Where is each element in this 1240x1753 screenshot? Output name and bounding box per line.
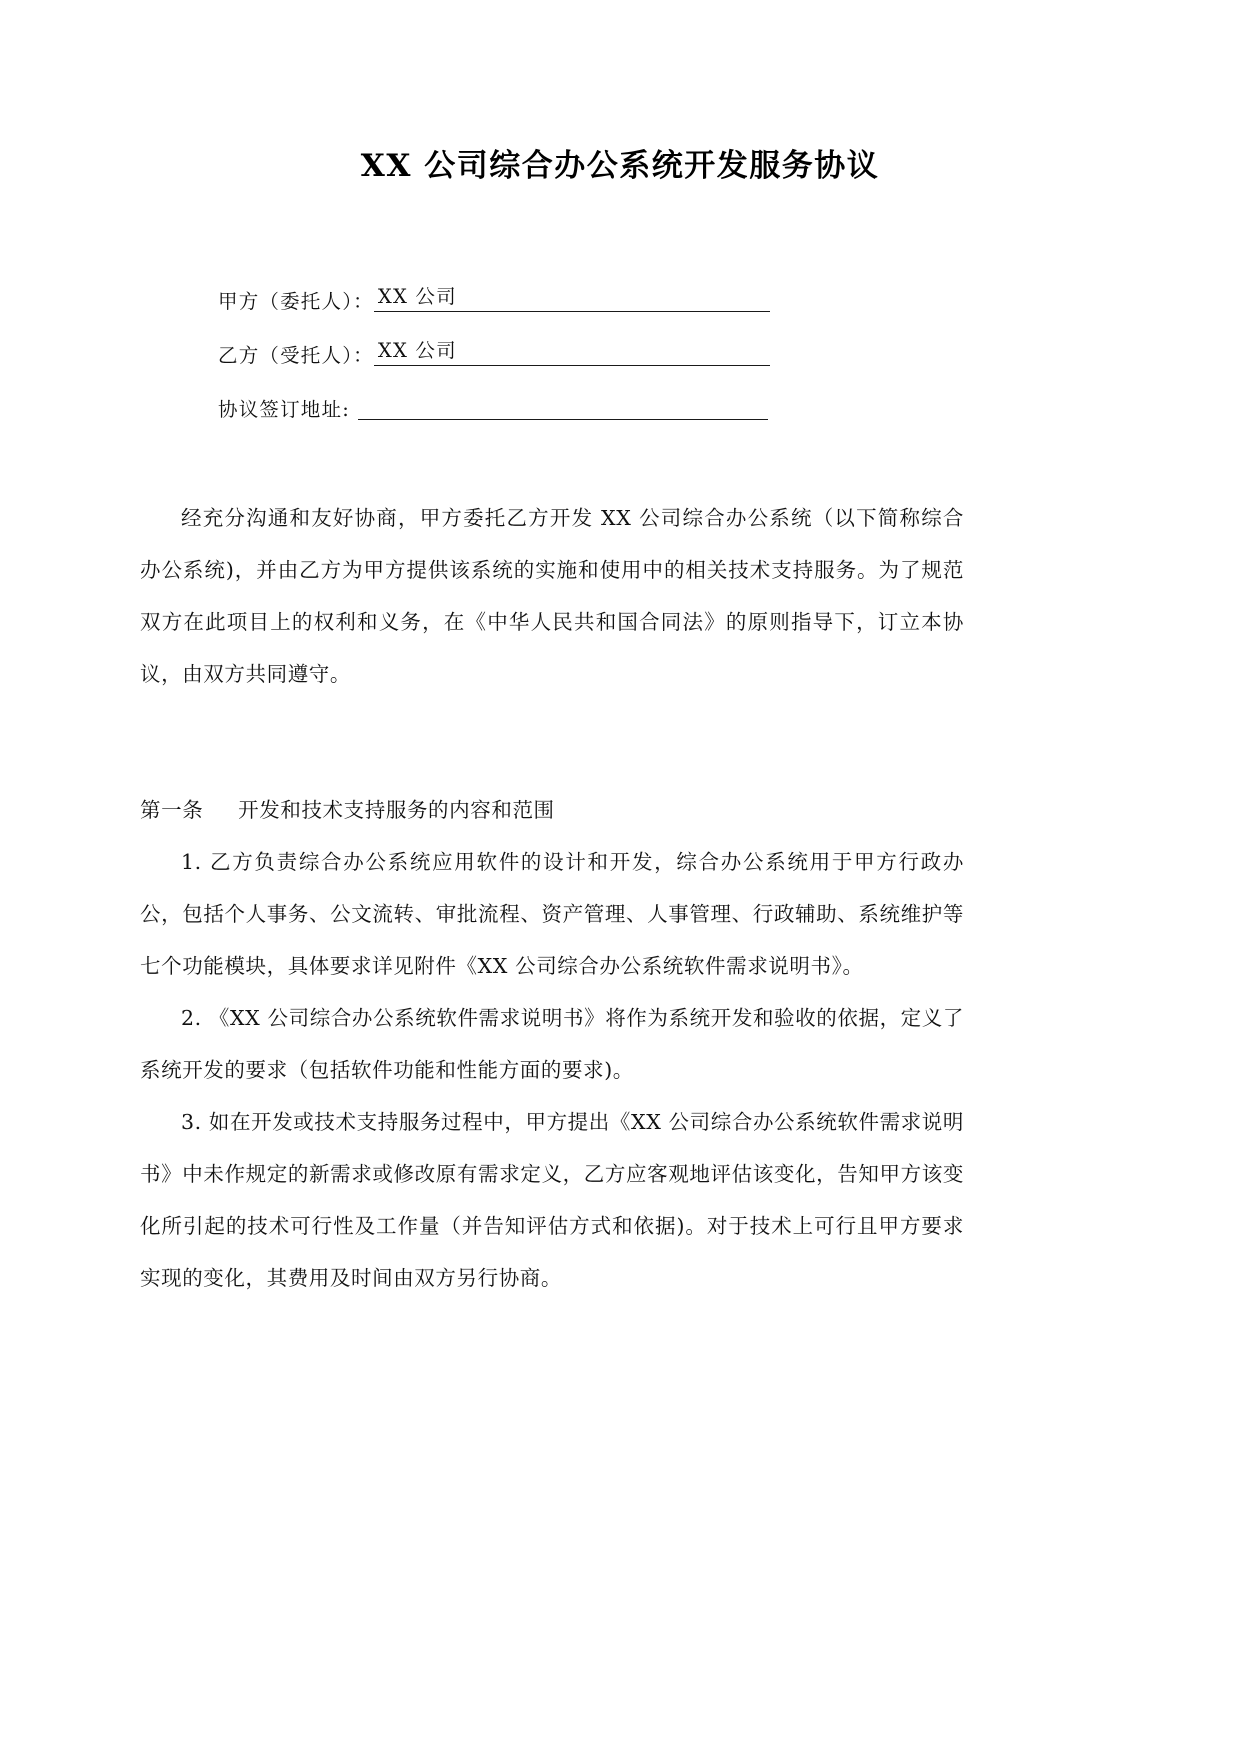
section-heading-text: 开发和技术支持服务的内容和范围: [238, 798, 555, 822]
signing-address-label: 协议签订地址:: [218, 397, 350, 421]
section-item-2: 2. 《XX 公司综合办公系统软件需求说明书》将作为系统开发和验收的依据，定义了系统开发的要求（包括软件功能和性能方面的要求)。: [140, 1006, 964, 1082]
document-body: [140, 492, 964, 1304]
section-spacer: [140, 700, 964, 784]
section-item-1: 1. 乙方负责综合办公系统应用软件的设计和开发，综合办公系统用于甲方行政办公，包括个人事务、公文流转、审批流程、资产管理、人事管理、行政辅助、系统维护等七个功能模块，具体要求详见附件《XX 公司综合办公系统软件需求说明书》。: [140, 850, 964, 978]
party-b-value[interactable]: XX 公司: [374, 340, 770, 366]
party-b-label: 乙方（受托人）：: [218, 343, 374, 367]
party-a-value[interactable]: XX 公司: [374, 286, 770, 312]
page-title: XX 公司综合办公系统开发服务协议: [360, 148, 880, 184]
party-a-label: 甲方（委托人）：: [218, 289, 374, 313]
section-number: 第一条: [140, 798, 204, 822]
field-row-party-b: [218, 312, 1018, 366]
preamble-paragraph: 经充分沟通和友好协商，甲方委托乙方开发 XX 公司综合办公系统（以下简称综合办公系统)，并由乙方为甲方提供该系统的实施和使用中的相关技术支持服务。为了规范双方在此项目上的权利和义务，在《中华人民共和国合同法》的原则指导下，订立本协议，由双方共同遵守。: [140, 506, 964, 686]
field-row-signing-address: [218, 366, 1018, 420]
section-heading: [140, 784, 964, 836]
signing-address-value[interactable]: [358, 394, 768, 420]
section-item-3: 3. 如在开发或技术支持服务过程中，甲方提出《XX 公司综合办公系统软件需求说明书》中未作规定的新需求或修改原有需求定义，乙方应客观地评估该变化，告知甲方该变化所引起的技术可行性及工作量（并告知评估方式和依据)。对于技术上可行且甲方要求实现的变化，其费用及时间由双方另行协商。: [140, 1110, 964, 1290]
parties-field-block: [218, 258, 1018, 420]
field-row-party-a: [218, 258, 1018, 312]
